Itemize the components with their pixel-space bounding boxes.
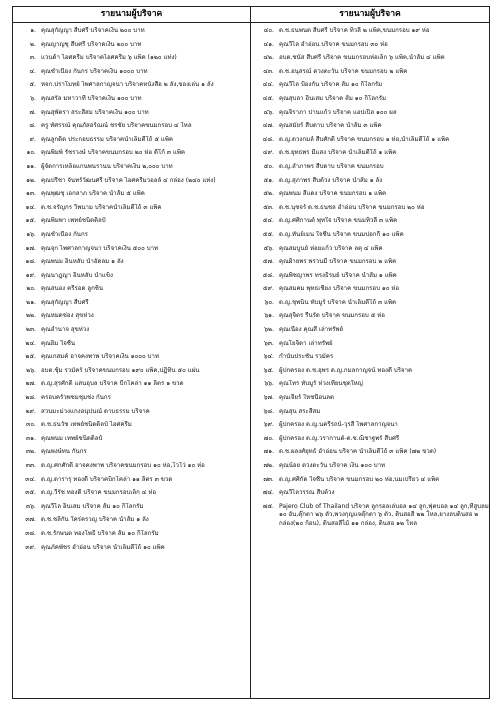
donor-row-number: ๓๒. xyxy=(25,448,36,456)
donor-row-number: ๑๙. xyxy=(25,271,36,279)
donor-row-number: ๒๓. xyxy=(25,326,36,334)
donor-row-text: หจก.ปราโมทย์ ไพศาลกาญจนา บริจาคหนังสือ ๒ ลัง,ของเล่น ๑ ลัง xyxy=(41,81,214,89)
donor-row-number: ๒. xyxy=(30,40,36,48)
donor-row-text: ด.ช.รักษนต ทองโพธิ์ บริจาค ส้ม ๑๐ กิโลกรัม xyxy=(41,529,159,537)
donor-row-number: ๕๖. xyxy=(263,244,274,252)
donor-row xyxy=(251,485,489,499)
donor-row-text: สวนมะม่วงแกงอนุปนณ์ ดาบธรรม บริจาค xyxy=(41,407,150,415)
donor-row-number: ๘. xyxy=(29,122,36,130)
donor-row-text: ด.ญ.ศศิกัด ใจชื่น บริจาค ขนมกรอบ ๒๐ ห่อ,นมเปรี้ยว ๔ แพ็ค xyxy=(279,475,440,483)
donor-row-text: ครู ทัศรรณ์ คุณภัสอร์ณณ์ ชรชัย บริจาคขนมกรอบ ๔ โหล xyxy=(41,122,192,130)
donor-row-text: คุณพนม เทพย์ชนิดดิลป์ xyxy=(41,434,103,442)
donor-row-number: ๙. xyxy=(29,135,36,143)
donor-row-text: ด.ช.ธนวัช เทพย์ชนิดดิลป์ ไอศครีม xyxy=(41,421,132,429)
donor-row xyxy=(13,390,250,404)
donor-row xyxy=(251,336,489,350)
donor-row xyxy=(251,23,489,37)
donor-row-number: ๗๓. xyxy=(263,475,274,483)
donor-row xyxy=(251,308,489,322)
donor-row-text: คุณปรีชา จันทร์วัฒนศรี บริจาค ไอศครีมวอลล์ ๔ กล่อง (๒๔๐ แท่ง) xyxy=(41,176,216,184)
donor-row xyxy=(251,227,489,241)
donor-row-number: ๗๔. xyxy=(262,489,274,497)
donor-row xyxy=(13,472,250,486)
donor-row-number: ๓๘. xyxy=(25,529,36,537)
donor-row xyxy=(251,118,489,132)
donor-row xyxy=(251,145,489,159)
donor-row-text: คุณสุพัตรา สระสีสม บริจาคเงิน ๑๐๐ บาท xyxy=(41,108,149,116)
donor-row xyxy=(13,349,250,363)
donor-row xyxy=(13,281,250,295)
donor-row-number: ๔๓. xyxy=(263,67,274,75)
donor-row xyxy=(13,458,250,472)
donor-row-number: ๒๐. xyxy=(26,285,36,293)
donor-row-number: ๓๕. xyxy=(25,489,36,497)
donor-row xyxy=(13,77,250,91)
donor-row-text: คุณสุจิตร รื่นรัด บริจาค ขนมกรอบ ๕ ห่อ xyxy=(279,312,385,320)
donor-row-text: ด.ญ.ศศิกานต์ พุทใจ บริจาค ขนมทิวลี่ ๓ แพ็ค xyxy=(279,217,398,225)
donor-row xyxy=(13,145,250,159)
donor-row-number: ๖๖. xyxy=(264,380,274,388)
donor-row xyxy=(13,485,250,499)
donor-row xyxy=(13,227,250,241)
donor-row-number: ๓. xyxy=(29,54,36,62)
donor-row-text: ด.ญ.วีรัช ทองดี บริจาค ขนมกรอบเล็ก ๔ ห่อ xyxy=(41,489,156,497)
donor-row xyxy=(13,37,250,51)
donor-row xyxy=(251,499,489,528)
donor-row-number: ๔๘. xyxy=(262,135,274,143)
donor-row xyxy=(251,186,489,200)
donor-row-number: ๓๖. xyxy=(26,502,36,510)
donor-row xyxy=(251,159,489,173)
donor-row xyxy=(251,173,489,187)
donor-row-number: ๕๑. xyxy=(263,176,274,184)
donor-row-number: ๖๔. xyxy=(263,353,274,361)
donor-row xyxy=(251,91,489,105)
donor-row xyxy=(251,254,489,268)
donor-row-number: ๕๗. xyxy=(262,258,274,266)
donor-row-text: คุณฝ้ายพร พรวนมี บริจาค ขนมกรอบ ๒ แพ็ค xyxy=(279,258,397,266)
donor-row-number: ๓๗. xyxy=(25,516,36,524)
donor-row-text: ด.ช.อนุสรณ์ ดวงตะวัน บริจาค ขนมกรอบ ๒ แพ็ค xyxy=(279,67,408,75)
donor-row-text: คุณพิมพ์ รัชรวงษ์ บริจาคขนมกรอบ ๒๐ ห่อ ดีโก้ ๓ แพ็ค xyxy=(41,149,186,157)
donor-row-number: ๒๒. xyxy=(26,312,36,320)
donor-row xyxy=(13,512,250,526)
donor-row-text: คุณพุฒชุ เอกลาภ บริจาค น้ำส้ม ๕ แพ็ค xyxy=(41,190,145,198)
donor-row xyxy=(13,173,250,187)
donor-row-text: ผู้ปกครอง ด.ช.อุพร ด.ญ.กมลกาญจน์ ทองดี บริจาค xyxy=(279,366,413,374)
donor-row xyxy=(251,349,489,363)
donor-row-number: ๖. xyxy=(30,94,36,102)
donor-row-number: ๖๑. xyxy=(264,312,274,320)
right-rows xyxy=(251,23,489,698)
donor-row xyxy=(251,376,489,390)
donor-row-text: ด.ช.จรัญกร วิพนาม บริจาคน้ำเล็มตี้โถ้ ๓ แพ็ค xyxy=(41,203,162,211)
donor-row-number: ๖๘. xyxy=(263,407,274,415)
right-column xyxy=(251,7,489,698)
donor-row xyxy=(13,23,250,37)
donor-row-number: ๑๑. xyxy=(26,162,36,170)
donor-row-number: ๔๗. xyxy=(262,122,274,130)
donor-row xyxy=(13,132,250,146)
donor-row-text: คุณวีไล อินเสม บริจาค ส้ม ๑๐ กิโลกรัม xyxy=(41,502,144,510)
donor-row xyxy=(251,132,489,146)
donor-row-number: ๑๕. xyxy=(25,217,36,225)
donor-row-number: ๗๒. xyxy=(263,462,274,469)
donor-row-text: ผู้จัดการเหล็อแกนพนรานน บริจาคเงิน ๒,๐๐๐ บาท xyxy=(41,162,173,170)
donor-row-number: ๔๒. xyxy=(263,54,274,62)
donor-row-text: คุณจุก ไพศาลกาญจนา บริจาคเงิน ๕๐๐ บาท xyxy=(41,244,159,252)
donor-row-text: คุณพงษ์ทน กันกร xyxy=(41,448,87,456)
donor-row-number: ๒๖. xyxy=(26,366,36,374)
donor-row xyxy=(13,444,250,458)
donor-row-text: คุณสุกัญญา สืบศรี xyxy=(41,298,89,306)
donor-row-text: คุณยิ้ม ใจชื่น xyxy=(41,339,76,347)
donor-row-number: ๒๘. xyxy=(25,394,36,402)
donor-row-number: ๖๙. xyxy=(263,421,274,429)
donor-row xyxy=(13,50,250,64)
donor-row-number: ๔๙. xyxy=(262,149,274,157)
donor-row xyxy=(251,50,489,64)
donor-row-number: ๕๘. xyxy=(262,271,274,279)
donor-row xyxy=(251,417,489,431)
donor-row xyxy=(251,213,489,227)
donor-row-text: ด.ช.ผลงศ์ยุทธ์ อ้ำอ่อน บริจาค น้ำเล็มตี้โถ้ ๓ แพ็ค (๗๒ ขวด) xyxy=(279,448,437,456)
donor-row-text: คุณเนื่อง คุณสี เล่าทรัพย์ xyxy=(279,326,344,334)
donor-row-text: คุณสมบูนย์ ห่อยแก้ว บริจาค ลตุ ๔ แพ็ค xyxy=(279,244,383,252)
donor-row-number: ๕๒. xyxy=(263,190,274,198)
donor-row-number: ๑. xyxy=(30,27,36,34)
donor-row-number: ๔๖. xyxy=(263,108,274,116)
donor-row-text: คุณภัคพัชร อ้ำอ่อน บริจาค น้ำเล็มตี้โถ้ ๑๐ แพ็ค xyxy=(41,543,165,551)
donor-row-number: ๕๕. xyxy=(262,230,274,238)
donor-row-number: ๕๐. xyxy=(263,162,274,170)
donor-row-text: ผู้ปกครอง ด.ญ.นครีรถน์-วุรสี ไพศาลกาญจนา xyxy=(279,421,398,429)
donor-row xyxy=(13,295,250,309)
donor-row xyxy=(251,200,489,214)
donor-row xyxy=(251,281,489,295)
donor-row xyxy=(13,404,250,418)
donor-row xyxy=(13,118,250,132)
donor-row-number: ๓๔. xyxy=(25,475,36,483)
donor-row-text: คุณพนม อินหลับ น้ำอัดลม ๑ ลัง xyxy=(41,258,124,266)
donor-row-text: ด.ญ.ศกศักดิ์ อาจคงพาพ บริจาคขนมกรอบ ๑๐ ห่อ,โวโว่ ๑๐ ห่อ xyxy=(41,462,205,469)
donor-row xyxy=(13,308,250,322)
donor-row-number: ๑๐. xyxy=(26,149,36,157)
donor-row-number: ๗๕. xyxy=(262,502,274,510)
donor-row-number: ๑๒. xyxy=(26,176,36,184)
donor-row-text: คุณอำนาจ สุขห่วง xyxy=(41,326,90,334)
donor-row-text: คุณนาฎญา อินหลับ น้ำแข็ง xyxy=(41,271,113,279)
donor-row-text: ด.ญ.ดารารุ ทองดี บริจาคบิ๊กโคล่า ๑๑ ลิตร ๓ ขวด xyxy=(41,475,173,483)
donor-row xyxy=(251,77,489,91)
donor-row-number: ๓๓. xyxy=(25,462,36,469)
donor-row-number: ๑๖. xyxy=(26,230,36,238)
donor-row-text: คุณชำเนื้อง กันกร xyxy=(41,230,88,238)
donor-row xyxy=(13,241,250,255)
donor-row xyxy=(13,526,250,540)
donor-row-text: คุณเจียร์ ใหชนือนลด xyxy=(279,394,334,402)
donor-row-number: ๕๓. xyxy=(263,203,274,211)
donor-row xyxy=(251,404,489,418)
donor-row xyxy=(13,186,250,200)
donor-row xyxy=(251,458,489,472)
donor-row-text: คุณน้อย ดวงตะวัน บริจาค เงิน ๑๐๐ บาท xyxy=(279,462,386,469)
donor-row-number: ๖๓. xyxy=(264,339,274,347)
donor-row-text: คุณหมดช่อง สุขห่วง xyxy=(41,312,94,320)
donor-row xyxy=(13,540,250,554)
donor-row-text: คุณจิราภา ปานแก้ว บริจาค แอปเปิ้ล ๑๐๐ ผล xyxy=(279,108,397,116)
donor-row-text: ผู้ปกครอง ด.ญ.วรากานต์-ด.ช.ณิชาฐพร์ สืบศรี xyxy=(279,434,400,442)
donor-row-text: อบต.ชนัส สืบศรี บริจาค ขนมกรอบห่อเล็ก ๖ แพ็ค,น้ำส้ม ๔ แพ็ค xyxy=(279,54,445,62)
donor-row-number: ๔. xyxy=(29,67,36,75)
donor-row-text: คุณชำเนื้อง กันกร บริจาคเงิน ๑๐๐๐ บาท xyxy=(41,67,148,75)
donor-row-number: ๗๐. xyxy=(263,434,274,442)
donor-row xyxy=(13,64,250,78)
donor-row-text: คุณสมัยร์ สืบดาบ บริจาค น้ำส้ม ๓ แพ็ค xyxy=(279,122,382,130)
donor-row-number: ๗. xyxy=(29,108,36,116)
donor-row-number: ๒๗. xyxy=(25,380,36,388)
donor-row-number: ๗๑. xyxy=(263,448,274,456)
donor-row xyxy=(251,64,489,78)
donor-row-text: ด.ญ.ลำภาพร สืบดาบ บริจาค ขนมกรอบ xyxy=(279,162,384,170)
donor-row-text: คุณโทร ทับมูร์ ห่วงเทียนชุดใหญ่ xyxy=(279,380,363,388)
donor-row-number: ๔๕. xyxy=(262,94,274,102)
donor-row-text: อบต.ชุ้ม รวมัคร์ บริจาคขนมกรอบ ๑๙๐ แพ็ค,ปฏิทิน ๕๐ แผ่น xyxy=(41,366,200,374)
donor-row xyxy=(251,37,489,51)
left-column-header: รายนามผู้บริจาค xyxy=(13,7,250,23)
donor-row xyxy=(251,241,489,255)
right-column-header: รายนามผู้บริจาค xyxy=(251,7,489,23)
donor-row-number: ๖๕. xyxy=(263,366,274,374)
donor-row-number: ๓๐. xyxy=(26,421,36,429)
donor-row-text: ด.ญ.ดวงกมล์ สืบศักดิ์ บริจาค ขนมกรอบ ๑ ห่อ,น้ำเล็มตี้โถ้ ๑ แพ็ค xyxy=(279,135,450,143)
donor-row xyxy=(13,322,250,336)
donor-row-text: คุณวีไล ป้องกัน บริจาค ส้ม ๑๐ กิโลกรัม xyxy=(279,81,383,89)
donor-row-text: ด.ญ.สุภาพร สืบด้วง บริจาค น้ำส้ม ๑ ลัง xyxy=(279,176,383,184)
donor-row xyxy=(13,200,250,214)
donor-row-text: คุณพิชญาพร ทรงธิรมย์ บริจาค น้ำส้ม ๑ แพ็ค xyxy=(279,271,397,279)
donor-row xyxy=(13,499,250,513)
donor-row xyxy=(13,159,250,173)
donor-row-number: ๕๙. xyxy=(262,285,274,293)
donor-row xyxy=(13,105,250,119)
donor-row xyxy=(13,336,250,350)
donor-row xyxy=(13,213,250,227)
donor-row-text: ด.ช.นุชจร์ ด.ช.ธนชล อ้ำอ่อน บริจาค ขนมกรอบ ๒๐ ห่อ xyxy=(279,203,425,211)
donor-row-number: ๑๔. xyxy=(25,203,36,211)
donor-row xyxy=(13,417,250,431)
donor-row-text: คุณสมคม พุทธเชียง บริจาค ขนมกรอบ ๑๐ ห่อ xyxy=(279,285,400,293)
donor-row xyxy=(13,91,250,105)
donor-row-number: ๕๔. xyxy=(262,217,274,225)
donor-row xyxy=(251,444,489,458)
donor-row xyxy=(251,431,489,445)
donor-row-number: ๖๗. xyxy=(263,394,274,402)
donor-row-text: คุณโยจิดา เล่าทรัพย์ xyxy=(279,339,333,347)
donor-row-number: ๕. xyxy=(29,81,36,89)
donor-row-text: คุณสุน สระสีสม xyxy=(279,407,321,415)
donor-row-number: ๓๙. xyxy=(25,543,36,551)
donor-row-text: คุณญาญชุ สืบศรี บริจาคเงิน ๒๐๐ บาท xyxy=(41,40,142,48)
donor-row xyxy=(251,363,489,377)
donor-row-text: ด.ญ.สุรศักดิ์ แสนอุบล บริจาค บีกโคล่า ๑๑ ลิตร ๑ ขวด xyxy=(41,380,184,388)
donor-row-text: ครอบครัวพชมชุมช่ง กันกร xyxy=(41,394,111,402)
donor-row-number: ๔๔. xyxy=(262,81,274,89)
donor-row-number: ๒๕. xyxy=(25,353,36,361)
donor-row-text: กำนันประชัน รวมัคร xyxy=(279,353,334,361)
donor-row xyxy=(251,472,489,486)
left-rows xyxy=(13,23,250,698)
donor-row-number: ๖๒. xyxy=(264,326,274,334)
donor-row xyxy=(13,376,250,390)
donor-row-text: ด.ช.ธนพนต สืบศรี บริจาค ทิวลี่ ๒ แพ็ค,ขนมกรอบ ๑๙ ห่อ xyxy=(279,27,430,34)
donor-row xyxy=(13,431,250,445)
donor-row-text: คุณลูกดิด ประกอบธรรม บริจาคน้ำเล็มตี้โถ้ ๕ แพ็ค xyxy=(41,135,173,143)
donor-row-text: แวนด้า ไอศครีม บริจาคไอศครีม ๖ แพ็ค (๑๒๐ แท่ง) xyxy=(41,54,177,62)
donor-row-text: คุณสุบลา อินเสม บริจาค ส้ม ๑๐ กิโลกรัม xyxy=(279,94,387,102)
donor-row-number: ๒๑. xyxy=(26,298,36,306)
donor-row-number: ๑๓. xyxy=(26,190,36,198)
donor-row-number: ๔๑. xyxy=(263,40,274,48)
donor-row-text: คุณวีไล อ้ำอ่อน บริจาค ขนมกรอบ ๓๐ ห่อ xyxy=(279,40,388,48)
donor-row xyxy=(251,268,489,282)
donor-row xyxy=(13,268,250,282)
left-column xyxy=(13,7,251,698)
donor-row-text: คุณพิมพา เพทย์ชนิดดิลป์ xyxy=(41,217,106,225)
donor-row-text: คุณวีไลวรรณ สืบด้วง xyxy=(279,489,335,497)
donor-row xyxy=(251,105,489,119)
donor-row-number: ๑๘. xyxy=(25,258,36,266)
donor-row-text: Pajero Club of Thailand บริจาค ลูกรอลเล่บอล ๑๔ ลูก,ฟุตบอล ๑๔ ลูก,ที่สูบลม ๑๐ อัน,ตุ๊กตา ๒๖ ตัว,พวงกุญแจตุ๊กตา ๖ ตัว, ดินสอสี ๒๒ โหล,ยางลบดินสอ ๒ กล่อง(๒๐ ก้อน), ดินสอสีไม้ ๑๑ กล่อง, ดินสอ ๑๒ โหล xyxy=(279,502,489,527)
donor-row xyxy=(251,390,489,404)
donor-row-text: ด.ญ.ชุพนิน ทับมูร์ บริจาค น้ำเล็มตี้โถ้ ๓ แพ็ค xyxy=(279,298,397,306)
donor-row-text: คุณสรัล มหาวาที บริจาคเงิน ๑๐๐ บาท xyxy=(41,94,142,102)
donor-row xyxy=(13,254,250,268)
donor-row-text: คุณสุกัญญา สืบศรี บริจาคเงิน ๒๐๐ บาท xyxy=(41,27,145,34)
donor-row-text: ด.ช.ชลิกัน ใคร่ครวญ บริจาค น้ำส้ม ๑ ลัง xyxy=(41,516,149,524)
donor-row xyxy=(13,363,250,377)
donor-row-number: ๔๐. xyxy=(263,27,274,34)
donor-row-number: ๑๗. xyxy=(25,244,36,252)
donor-row-text: คุณพนม สีแดง บริจาค ขนมกรอบ ๑ แพ็ค xyxy=(279,190,387,198)
donor-row-text: คุณเกสมค์ อาจคงพาพ บริจาคเงิน ๑๐๐๐ บาท xyxy=(41,353,159,361)
donor-row-number: ๒๔. xyxy=(25,339,36,347)
donor-row xyxy=(251,322,489,336)
donor-row-text: ด.ช.ยุทธพร มีแสง บริจาค น้ำเล็มตี้โถ้ ๑ แพ็ค xyxy=(279,149,397,157)
donor-list-table xyxy=(12,6,490,699)
donor-row-text: ด.ญ.ทันย์เมน ใจชื่น บริจาค ขนมปอกกี้ ๑๐ แพ็ค xyxy=(279,230,404,238)
donor-row xyxy=(251,295,489,309)
donor-row-number: ๖๐. xyxy=(264,298,274,306)
donor-row-number: ๒๙. xyxy=(25,407,36,415)
donor-row-text: คุณสนอง ครีรอด ลูกชิ้น xyxy=(41,285,104,293)
donor-row-number: ๓๑. xyxy=(26,434,36,442)
